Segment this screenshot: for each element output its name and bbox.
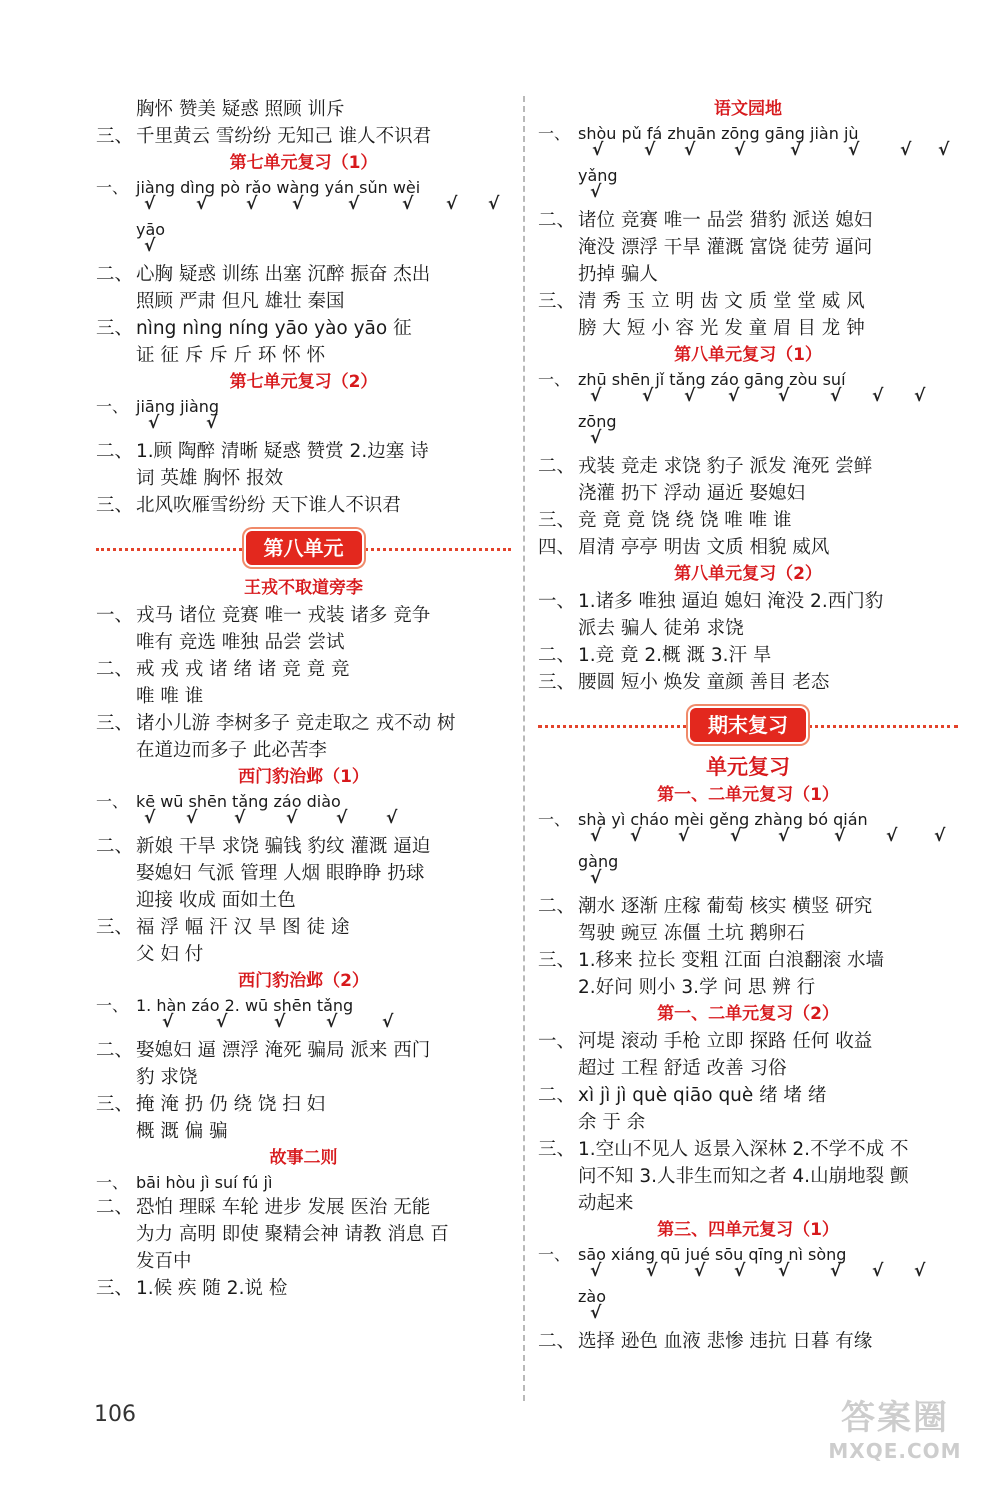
answer-line <box>96 315 511 342</box>
check-mark-icon: √ <box>590 182 602 202</box>
answer-line <box>96 261 511 288</box>
question-number: 二、 <box>96 659 134 680</box>
answer-line <box>96 123 511 150</box>
answer-text: kē wū shēn tǎng záo diào <box>136 792 341 811</box>
check-mark-icon: √ <box>730 826 742 846</box>
answer-line <box>538 207 958 234</box>
section-title: 第七单元复习（1） <box>229 153 378 173</box>
watermark-logo <box>800 1390 990 1485</box>
check-mark-icon: √ <box>900 140 912 160</box>
question-number: 三、 <box>538 291 576 312</box>
question-number: 二、 <box>538 896 576 917</box>
answer-text: 娶媳妇 逼 漂浮 淹死 骗局 派来 西门 <box>136 1040 431 1061</box>
left-column <box>96 96 511 1302</box>
answer-line <box>96 1064 511 1091</box>
question-number: 三、 <box>538 950 576 971</box>
answer-text: 余 于 余 <box>578 1112 646 1133</box>
watermark-brand: 答案圈 <box>841 1398 949 1438</box>
answer-text: 超过 工程 舒适 改善 习俗 <box>578 1058 787 1079</box>
answer-text: 膀 大 短 小 容 光 发 童 眉 目 龙 钟 <box>578 318 865 339</box>
answer-text: 1.空山不见人 返景入深林 2.不学不成 不 <box>578 1139 909 1160</box>
answer-line <box>96 833 511 860</box>
check-mark-icon: √ <box>684 386 696 406</box>
banner-label: 期末复习 <box>690 708 806 742</box>
section-title: 第七单元复习（2） <box>229 372 378 392</box>
answer-line <box>96 1091 511 1118</box>
question-number: 一、 <box>96 792 129 811</box>
answer-line <box>538 1190 958 1217</box>
check-mark-icon: √ <box>694 1261 706 1281</box>
check-mark-icon: √ <box>348 194 360 214</box>
answer-text: shà yì cháo mèi gěng zhàng bó qián <box>578 810 868 829</box>
answer-line <box>538 1163 958 1190</box>
check-mark-icon: √ <box>148 413 160 433</box>
check-marks-row <box>96 413 511 438</box>
answer-line <box>96 342 511 369</box>
check-mark-icon: √ <box>684 140 696 160</box>
answer-text: 清 秀 玉 立 明 齿 文 质 堂 堂 威 风 <box>578 291 865 312</box>
check-mark-icon: √ <box>646 1261 658 1281</box>
answer-text: 为力 高明 即使 聚精会神 请教 消息 百 <box>136 1224 449 1245</box>
answer-line <box>538 261 958 288</box>
answer-line <box>96 737 511 764</box>
check-mark-icon: √ <box>590 386 602 406</box>
question-number: 一、 <box>538 1031 576 1052</box>
question-number: 二、 <box>538 645 576 666</box>
answer-line <box>538 480 958 507</box>
banner-label: 第八单元 <box>246 531 362 565</box>
answer-line <box>96 914 511 941</box>
question-number: 三、 <box>538 1139 576 1160</box>
question-number: 二、 <box>96 441 134 462</box>
check-mark-icon: √ <box>790 140 802 160</box>
answer-text: 在道边而多子 此必苦李 <box>136 740 327 761</box>
answer-text: 动起来 <box>578 1193 634 1214</box>
check-mark-icon: √ <box>196 194 208 214</box>
answer-text: 发百中 <box>136 1251 192 1272</box>
question-number: 三、 <box>96 126 134 147</box>
answer-line <box>96 629 511 656</box>
answer-text: jiāng jiàng <box>136 397 220 416</box>
question-number: 二、 <box>96 836 134 857</box>
answer-line <box>96 465 511 492</box>
answer-text: sāo xiáng qū jué sōu qīng nì sòng <box>578 1245 847 1264</box>
watermark-site: MXQE.COM <box>828 1439 962 1463</box>
answer-text: 戒 戎 戎 诸 绪 诸 竞 竟 竞 <box>136 659 350 680</box>
answer-text: xì jì jì què qiāo què 绪 堵 绪 <box>578 1085 827 1106</box>
question-number: 三、 <box>538 672 576 693</box>
question-number: 二、 <box>96 1040 134 1061</box>
answer-line <box>538 669 958 696</box>
answer-line <box>538 615 958 642</box>
answer-text: 娶媳妇 气派 管理 人烟 眼睁睁 扔球 <box>136 863 425 884</box>
check-marks-row <box>538 826 958 851</box>
question-number: 三、 <box>96 1094 134 1115</box>
question-number: 一、 <box>538 1245 571 1264</box>
check-mark-icon: √ <box>938 140 950 160</box>
check-mark-icon: √ <box>292 194 304 214</box>
section-title: 西门豹治邺（2） <box>238 971 369 991</box>
answer-line <box>538 1328 958 1355</box>
check-mark-icon: √ <box>216 1012 228 1032</box>
question-number: 二、 <box>538 1331 576 1352</box>
answer-line <box>538 1028 958 1055</box>
answer-text: 概 溉 偏 骗 <box>136 1121 228 1142</box>
answer-text: yāo <box>136 220 166 239</box>
answer-text: 唯有 竞选 唯独 品尝 尝试 <box>136 632 345 653</box>
section-title: 语文园地 <box>714 99 782 119</box>
answer-text: 淹没 漂浮 干旱 灌溉 富饶 徒劳 逼问 <box>578 237 873 258</box>
check-mark-icon: √ <box>144 236 156 256</box>
check-marks-row <box>538 182 958 207</box>
pinyin-line <box>96 219 511 241</box>
question-number: 三、 <box>96 318 134 339</box>
question-number: 二、 <box>538 1085 576 1106</box>
answer-line <box>96 492 511 519</box>
question-number: 一、 <box>538 810 571 829</box>
answer-line <box>96 710 511 737</box>
check-mark-icon: √ <box>336 808 348 828</box>
question-number: 三、 <box>96 917 134 938</box>
answer-line <box>96 1248 511 1275</box>
answer-line <box>538 1082 958 1109</box>
answer-line <box>538 1136 958 1163</box>
check-mark-icon: √ <box>402 194 414 214</box>
answer-text: 证 征 斥 斥 斤 环 怀 怀 <box>136 345 326 366</box>
check-mark-icon: √ <box>286 808 298 828</box>
answer-line <box>538 234 958 261</box>
check-mark-icon: √ <box>186 808 198 828</box>
column-divider <box>523 96 525 1401</box>
check-mark-icon: √ <box>206 413 218 433</box>
right-column <box>538 96 958 1355</box>
check-mark-icon: √ <box>778 386 790 406</box>
answer-line <box>538 920 958 947</box>
question-number: 一、 <box>96 996 129 1015</box>
answer-line <box>96 1275 511 1302</box>
answer-text: 福 浮 幅 汗 汉 旱 图 徒 途 <box>136 917 350 938</box>
answer-line <box>96 887 511 914</box>
check-mark-icon: √ <box>644 140 656 160</box>
check-mark-icon: √ <box>848 140 860 160</box>
check-mark-icon: √ <box>830 386 842 406</box>
check-mark-icon: √ <box>914 1261 926 1281</box>
section-title: 第八单元复习（1） <box>674 345 822 365</box>
answer-text: 心胸 疑惑 训练 出塞 沉醉 振奋 杰出 <box>136 264 431 285</box>
check-mark-icon: √ <box>590 428 602 448</box>
question-number: 一、 <box>96 178 129 197</box>
check-marks-row <box>96 194 511 219</box>
check-marks-row <box>538 140 958 165</box>
answer-text: 新娘 干旱 求饶 骗钱 豹纹 灌溉 逼迫 <box>136 836 431 857</box>
page-number: 106 <box>94 1402 136 1427</box>
question-number: 一、 <box>538 591 576 612</box>
check-mark-icon: √ <box>678 826 690 846</box>
check-mark-icon: √ <box>872 1261 884 1281</box>
check-mark-icon: √ <box>326 1012 338 1032</box>
answer-line <box>96 1221 511 1248</box>
answer-text: 诸位 竞赛 唯一 品尝 猎豹 派送 媳妇 <box>578 210 873 231</box>
section-title: 故事二则 <box>269 1148 338 1168</box>
check-marks-row <box>538 868 958 893</box>
section-title: 西门豹治邺（1） <box>238 767 369 787</box>
answer-text: 潮水 逐渐 庄稼 葡萄 核实 横竖 研究 <box>578 896 873 917</box>
answer-text: 1.移来 拉长 变粗 江面 白浪翻滚 水墙 <box>578 950 885 971</box>
answer-line <box>538 453 958 480</box>
check-mark-icon: √ <box>914 386 926 406</box>
answer-line <box>96 656 511 683</box>
check-mark-icon: √ <box>778 826 790 846</box>
check-marks-row <box>96 808 511 833</box>
answer-text: 问不知 3.人非生而知之者 4.山崩地裂 颤 <box>578 1166 909 1187</box>
check-mark-icon: √ <box>382 1012 394 1032</box>
answer-text: 腰圆 短小 焕发 童颜 善目 老态 <box>578 672 830 693</box>
question-number: 一、 <box>538 124 571 143</box>
question-number: 二、 <box>96 264 134 285</box>
answer-text: 竞 竟 竟 饶 绕 饶 唯 唯 谁 <box>578 510 792 531</box>
unit-review-title: 单元复习 <box>706 755 790 779</box>
check-mark-icon: √ <box>872 386 884 406</box>
check-mark-icon: √ <box>234 808 246 828</box>
answer-line <box>538 974 958 1001</box>
answer-text: 1. hàn záo 2. wū shēn tǎng <box>136 996 354 1015</box>
answer-line <box>96 288 511 315</box>
answer-line <box>96 860 511 887</box>
answer-text: gàng <box>578 852 619 871</box>
answer-text: 胸怀 赞美 疑惑 照顾 训斥 <box>136 99 345 120</box>
answer-line <box>538 642 958 669</box>
check-mark-icon: √ <box>590 868 602 888</box>
check-mark-icon: √ <box>162 1012 174 1032</box>
answer-line <box>96 438 511 465</box>
unit-banner <box>96 529 511 569</box>
answer-text: 戎马 诸位 竞赛 唯一 戎装 诸多 竞争 <box>136 605 431 626</box>
answer-line <box>538 507 958 534</box>
check-marks-row <box>538 1261 958 1286</box>
answer-line <box>96 602 511 629</box>
section-title: 第八单元复习（2） <box>674 564 822 584</box>
check-mark-icon: √ <box>630 826 642 846</box>
answer-text: 照顾 严肃 但凡 雄壮 秦国 <box>136 291 345 312</box>
answer-text: bāi hòu jì suí fú jì <box>136 1173 273 1192</box>
answer-line <box>538 288 958 315</box>
answer-text: 眉清 亭亭 明齿 文质 相貌 威风 <box>578 537 830 558</box>
check-mark-icon: √ <box>728 386 740 406</box>
unit-banner <box>538 706 958 746</box>
check-mark-icon: √ <box>934 826 946 846</box>
answer-text: 恐怕 理睬 车轮 进步 发展 医治 无能 <box>136 1197 431 1218</box>
question-number: 三、 <box>96 1278 134 1299</box>
answer-text: 千里黄云 雪纷纷 无知己 谁人不识君 <box>136 126 432 147</box>
answer-text: 戎装 竞走 求饶 豹子 派发 淹死 尝鲜 <box>578 456 873 477</box>
answer-text: 2.好问 则小 3.学 问 思 辨 行 <box>578 977 816 998</box>
pinyin-line <box>96 995 511 1017</box>
check-marks-row <box>538 428 958 453</box>
pinyin-line <box>96 1172 511 1194</box>
answer-line <box>96 1194 511 1221</box>
check-mark-icon: √ <box>834 826 846 846</box>
check-marks-row <box>538 386 958 411</box>
answer-text: 选择 逊色 血液 悲惨 违抗 日暮 有缘 <box>578 1331 873 1352</box>
check-marks-row <box>96 1012 511 1037</box>
answer-line <box>96 1037 511 1064</box>
answer-text: zhū shēn jǐ tǎng záo gāng zòu suí <box>578 370 846 389</box>
check-mark-icon: √ <box>488 194 500 214</box>
question-number: 一、 <box>96 1173 129 1192</box>
check-mark-icon: √ <box>246 194 258 214</box>
check-mark-icon: √ <box>144 808 156 828</box>
check-marks-row <box>538 1303 958 1328</box>
answer-line <box>538 947 958 974</box>
check-mark-icon: √ <box>446 194 458 214</box>
question-number: 四、 <box>538 537 576 558</box>
answer-text: 父 妇 付 <box>136 944 204 965</box>
answer-text: jiàng dìng pò rǎo wàng yán sǔn wèi <box>136 178 421 197</box>
check-mark-icon: √ <box>886 826 898 846</box>
check-marks-row <box>96 236 511 261</box>
answer-text: 河堤 滚动 手枪 立即 探路 任何 收益 <box>578 1031 873 1052</box>
answer-text: 派去 骗人 徒弟 求饶 <box>578 618 744 639</box>
answer-text: 诸小儿游 李树多子 竞走取之 戎不动 树 <box>136 713 456 734</box>
section-title: 第一、二单元复习（1） <box>657 785 839 805</box>
answer-text: 豹 求饶 <box>136 1067 198 1088</box>
answer-text: 驾驶 豌豆 冻僵 土坑 鹅卵石 <box>578 923 806 944</box>
answer-line <box>538 1055 958 1082</box>
answer-text: 词 英雄 胸怀 报效 <box>136 468 284 489</box>
answer-line <box>538 893 958 920</box>
answer-text: shòu pǔ fá zhuān zōng gāng jiàn jù <box>578 124 859 143</box>
check-mark-icon: √ <box>734 140 746 160</box>
check-mark-icon: √ <box>734 1261 746 1281</box>
answer-text: 浇灌 扔下 浮动 逼近 娶媳妇 <box>578 483 806 504</box>
question-number: 三、 <box>96 713 134 734</box>
answer-line <box>538 315 958 342</box>
question-number: 一、 <box>96 605 134 626</box>
answer-text: 1.候 疾 随 2.说 检 <box>136 1278 288 1299</box>
answer-line <box>538 534 958 561</box>
answer-line <box>96 96 511 123</box>
answer-line <box>96 1118 511 1145</box>
check-mark-icon: √ <box>590 826 602 846</box>
answer-text: 1.顾 陶醉 清晰 疑惑 赞赏 2.边塞 诗 <box>136 441 429 462</box>
answer-line <box>538 588 958 615</box>
answer-text: 迎接 收成 面如土色 <box>136 890 296 911</box>
answer-line <box>96 683 511 710</box>
question-number: 一、 <box>538 370 571 389</box>
check-mark-icon: √ <box>274 1012 286 1032</box>
section-title: 王戎不取道旁李 <box>244 578 363 598</box>
question-number: 二、 <box>538 456 576 477</box>
answer-text: 1.诸多 唯独 逼迫 媳妇 淹没 2.西门豹 <box>578 591 884 612</box>
check-mark-icon: √ <box>830 1261 842 1281</box>
section-title: 第三、四单元复习（1） <box>657 1220 839 1240</box>
answer-text: 扔掉 骗人 <box>578 264 658 285</box>
answer-text: 唯 唯 谁 <box>136 686 204 707</box>
answer-text: 北风吹雁雪纷纷 天下谁人不识君 <box>136 495 401 516</box>
answer-text: zōng <box>578 412 617 431</box>
pinyin-line <box>96 791 511 813</box>
answer-text: 掩 淹 扔 仍 绕 饶 扫 妇 <box>136 1094 326 1115</box>
check-mark-icon: √ <box>386 808 398 828</box>
check-mark-icon: √ <box>592 140 604 160</box>
answer-text: 1.竞 竟 2.概 溉 3.汗 旱 <box>578 645 772 666</box>
answer-line <box>538 1109 958 1136</box>
answer-line <box>96 941 511 968</box>
check-mark-icon: √ <box>144 194 156 214</box>
check-mark-icon: √ <box>778 1261 790 1281</box>
check-mark-icon: √ <box>642 386 654 406</box>
answer-text: zào <box>578 1287 606 1306</box>
question-number: 一、 <box>96 397 129 416</box>
question-number: 二、 <box>96 1197 134 1218</box>
question-number: 三、 <box>538 510 576 531</box>
question-number: 三、 <box>96 495 134 516</box>
answer-text: nìng nìng níng yāo yào yāo 征 <box>136 318 412 339</box>
answer-text: yǎng <box>578 166 618 185</box>
check-mark-icon: √ <box>590 1261 602 1281</box>
question-number: 二、 <box>538 210 576 231</box>
section-title: 第一、二单元复习（2） <box>657 1004 839 1024</box>
check-mark-icon: √ <box>590 1303 602 1323</box>
